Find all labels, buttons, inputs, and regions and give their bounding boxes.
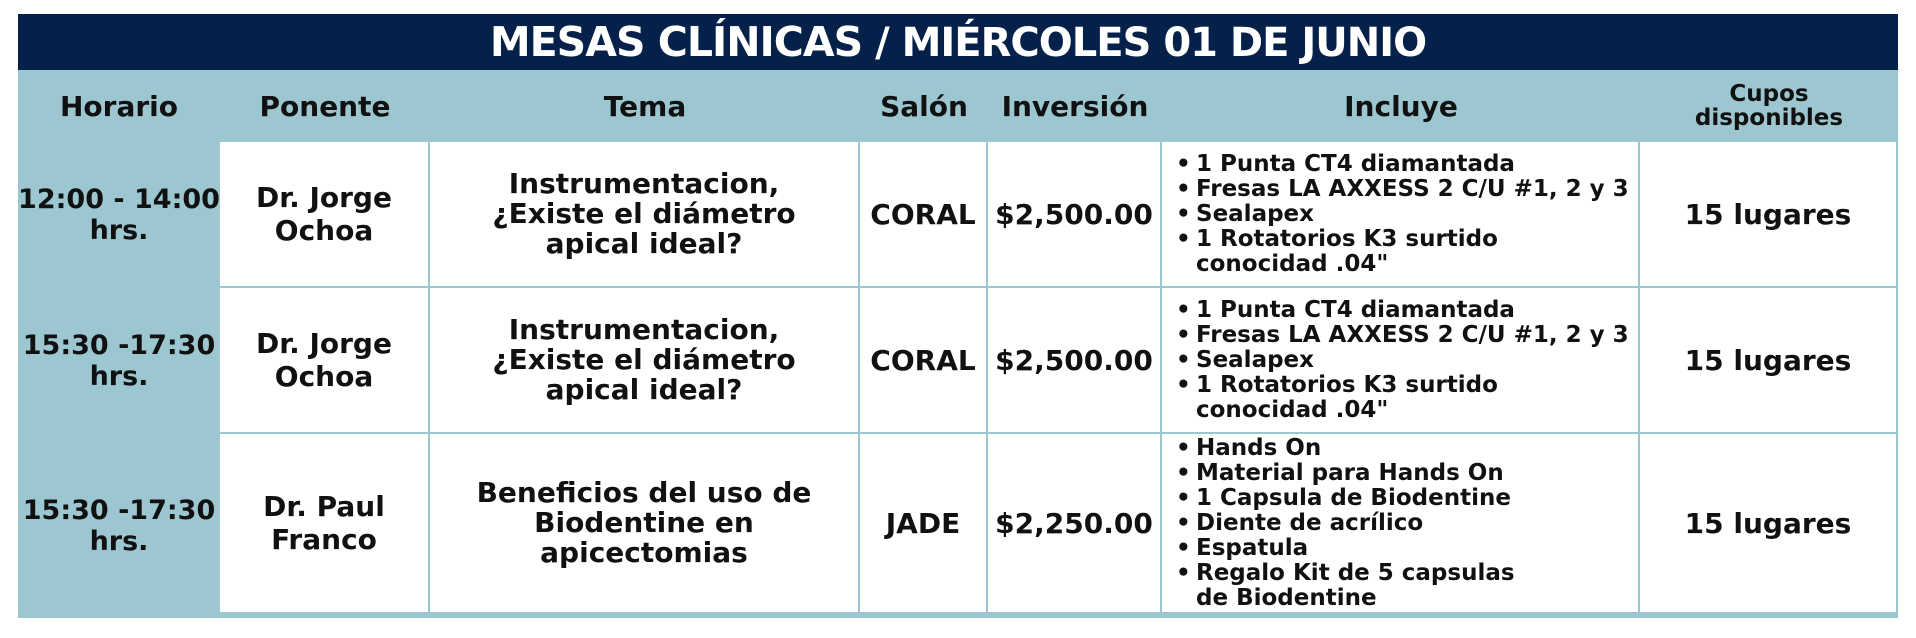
- list-item: • 1 Rotatorios K3 surtido: [1176, 373, 1629, 398]
- list-item: conocidad .04": [1196, 396, 1389, 423]
- header-horario: Horario: [59, 89, 178, 123]
- row-1-tema-line: Instrumentacion,: [508, 167, 780, 200]
- row-1-incluye: [1162, 142, 1638, 286]
- list-item: • 1 Capsula de Biodentine: [1176, 486, 1515, 511]
- row-2-tema-line: Instrumentacion,: [508, 313, 780, 346]
- row-2-tema-line: apical ideal?: [545, 373, 743, 406]
- list-item: • Sealapex: [1176, 348, 1629, 373]
- row-3-incluye: [1162, 434, 1638, 612]
- list-item: • 1 Punta CT4 diamantada: [1176, 152, 1629, 177]
- header-ponente: Ponente: [259, 89, 391, 123]
- list-item: • 1 Punta CT4 diamantada: [1176, 298, 1629, 323]
- page-title: [18, 14, 1898, 70]
- list-item: • Espatula: [1176, 536, 1515, 561]
- list-item: • 1 Rotatorios K3 surtido: [1176, 227, 1629, 252]
- list-item: • Sealapex: [1176, 202, 1629, 227]
- row-2-incluye-list: [1162, 298, 1629, 423]
- row-2-cupos: 15 lugares: [1640, 288, 1896, 432]
- row-3-horario: 15:30 -17:30 hrs.: [22, 495, 216, 557]
- row-3-tema: [430, 434, 858, 612]
- row-2-incluye: [1162, 288, 1638, 432]
- list-item: • Fresas LA AXXESS 2 C/U #1, 2 y 3: [1176, 323, 1629, 348]
- list-item: • Regalo Kit de 5 capsulas: [1176, 561, 1515, 586]
- row-2-salon: CORAL: [860, 288, 986, 432]
- row-2-ponente: Dr. Jorge Ochoa: [220, 288, 428, 432]
- list-item: • Material para Hands On: [1176, 461, 1515, 486]
- row-1-tema-line: apical ideal?: [545, 227, 743, 260]
- header-cupos: [1640, 70, 1898, 142]
- title-date: MIÉRCOLES 01 DE JUNIO: [901, 20, 1427, 66]
- row-2-horario: 15:30 -17:30 hrs.: [22, 330, 216, 392]
- header-cupos-line2: disponibles: [1694, 105, 1844, 131]
- row-2-tema: [430, 288, 858, 432]
- row-3-incluye-list: [1162, 436, 1515, 611]
- header-tema: Tema: [603, 89, 687, 123]
- row-1-inversion: $2,500.00: [988, 142, 1160, 286]
- header-incluye: Incluye: [1344, 89, 1458, 123]
- row-2-inversion: $2,500.00: [988, 288, 1160, 432]
- list-item: conocidad .04": [1196, 250, 1389, 277]
- row-1-tema-line: ¿Existe el diámetro: [492, 197, 796, 230]
- title-main: MESAS CLÍNICAS: [489, 18, 863, 66]
- header-cupos-line1: Cupos: [1729, 81, 1809, 107]
- list-item: • Fresas LA AXXESS 2 C/U #1, 2 y 3: [1176, 177, 1629, 202]
- row-3-cupos: 15 lugares: [1640, 434, 1896, 612]
- row-2-tema-line: ¿Existe el diámetro: [492, 343, 796, 376]
- row-1-tema: [430, 142, 858, 286]
- header-salon: Salón: [880, 89, 968, 123]
- row-3-salon: JADE: [860, 434, 986, 612]
- schedule-table: [18, 14, 1898, 618]
- row-3-tema-line: Beneficios del uso de: [476, 476, 812, 509]
- row-1-ponente: Dr. Jorge Ochoa: [220, 142, 428, 286]
- row-1-salon: CORAL: [860, 142, 986, 286]
- row-3-inversion: $2,250.00: [988, 434, 1160, 612]
- row-3-ponente: Dr. Paul Franco: [220, 434, 428, 612]
- row-1-cupos: 15 lugares: [1640, 142, 1896, 286]
- list-item: de Biodentine: [1196, 584, 1377, 611]
- title-separator: /: [862, 20, 902, 66]
- list-item: • Diente de acrílico: [1176, 511, 1515, 536]
- row-1-incluye-list: [1162, 152, 1629, 277]
- header-inversion: Inversión: [1001, 89, 1149, 123]
- row-1-horario: 12:00 - 14:00 hrs.: [18, 184, 220, 246]
- list-item: • Hands On: [1176, 436, 1515, 461]
- row-3-tema-line: Biodentine en apicectomias: [534, 506, 754, 569]
